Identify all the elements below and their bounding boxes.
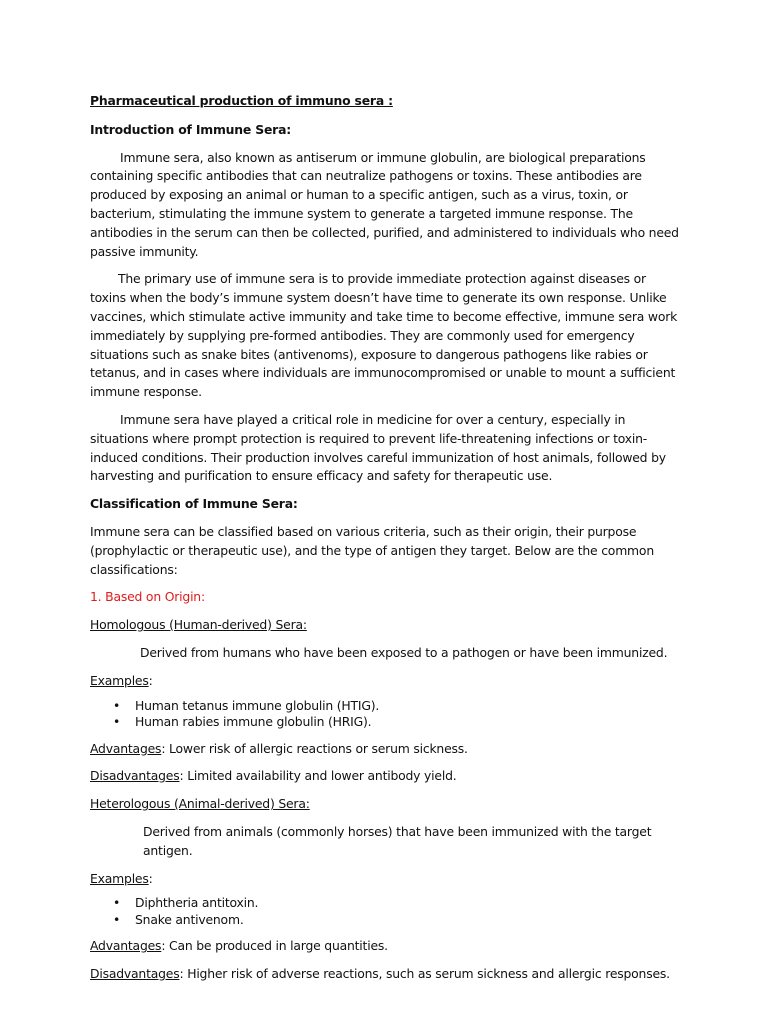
document-title: Pharmaceutical production of immuno sera : xyxy=(90,93,393,108)
heterologous-examples-line xyxy=(90,870,680,889)
list-item xyxy=(113,895,680,912)
document-page xyxy=(90,92,680,993)
advantages-label: Advantages xyxy=(90,938,162,954)
disadvantages-text: : Limited availability and lower antibody yield. xyxy=(179,768,457,784)
list-item-text: Human rabies immune globulin (HRIG). xyxy=(135,714,372,730)
homologous-heading: Homologous (Human-derived) Sera: xyxy=(90,617,307,633)
heterologous-disadvantages xyxy=(90,965,680,984)
list-item-text: Snake antivenom. xyxy=(135,911,244,927)
bullet-icon: • xyxy=(113,714,121,730)
advantages-text: : Can be produced in large quantities. xyxy=(161,938,388,954)
examples-colon: : xyxy=(148,672,153,688)
intro-paragraph-3: Immune sera have played a critical role in medicine for over a century, especially in situations where prompt protection is required to prevent life-threatening infections or toxin-induced conditions. Their production involves careful immunization of host animals, followed by harvesting and purification to ensure efficacy and safety for therapeutic use. xyxy=(90,411,666,484)
examples-label: Examples xyxy=(90,672,149,688)
disadvantages-label: Disadvantages xyxy=(90,966,180,982)
homologous-disadvantages xyxy=(90,767,680,786)
bullet-icon: • xyxy=(113,895,121,911)
classification-heading: Classification of Immune Sera: xyxy=(90,496,298,512)
intro-paragraph-2: The primary use of immune sera is to provide immediate protection against diseases or toxins when the body’s immune system doesn’t have time to generate its own response. Unlike vaccines, which stimulate active immunity and take time to become effective, immune sera work immediately by supplying pre-formed antibodies. They are commonly used for emergency situations such as snake bites (antivenoms), exposure to dangerous pathogens like rabies or tetanus, and in cases where individuals are immunocompromised or unable to mount a sufficient immune response. xyxy=(90,271,678,400)
origin-heading: 1. Based on Origin: xyxy=(90,589,205,605)
homologous-advantages xyxy=(90,740,680,759)
heterologous-heading: Heterologous (Animal-derived) Sera: xyxy=(90,796,310,812)
disadvantages-label: Disadvantages xyxy=(90,768,180,784)
advantages-label: Advantages xyxy=(90,740,162,756)
heterologous-description: Derived from animals (commonly horses) that have been immunized with the target antigen. xyxy=(143,823,652,858)
bullet-icon: • xyxy=(113,697,121,713)
examples-colon: : xyxy=(148,870,153,886)
classification-paragraph: Immune sera can be classified based on various criteria, such as their origin, their purpose (prophylactic or therapeutic use), and the type of antigen they target. Below are the common classifications: xyxy=(90,523,654,577)
disadvantages-text: : Higher risk of adverse reactions, such as serum sickness and allergic responses. xyxy=(179,966,670,982)
examples-label: Examples xyxy=(90,870,149,886)
list-item xyxy=(113,911,680,929)
list-item-text: Diphtheria antitoxin. xyxy=(135,895,259,911)
list-item xyxy=(113,697,680,715)
heterologous-advantages xyxy=(90,937,680,956)
bullet-icon: • xyxy=(113,911,121,927)
list-item-text: Human tetanus immune globulin (HTIG). xyxy=(135,697,380,713)
intro-heading: Introduction of Immune Sera: xyxy=(90,121,291,137)
homologous-description: Derived from humans who have been exposed to a pathogen or have been immunized. xyxy=(140,644,668,660)
homologous-examples-line xyxy=(90,672,680,691)
intro-paragraph-1: Immune sera, also known as antiserum or immune globulin, are biological preparations containing specific antibodies that can neutralize pathogens or toxins. These antibodies are produced by exposing an animal or human to a specific antigen, such as a virus, toxin, or bacterium, stimulating the immune system to generate a targeted immune response. The antibodies in the serum can then be collected, purified, and administered to individuals who need passive immunity. xyxy=(90,149,679,259)
advantages-text: : Lower risk of allergic reactions or serum sickness. xyxy=(161,740,468,756)
homologous-examples-list xyxy=(90,698,680,731)
heterologous-examples-list xyxy=(90,895,680,928)
list-item xyxy=(113,714,680,731)
